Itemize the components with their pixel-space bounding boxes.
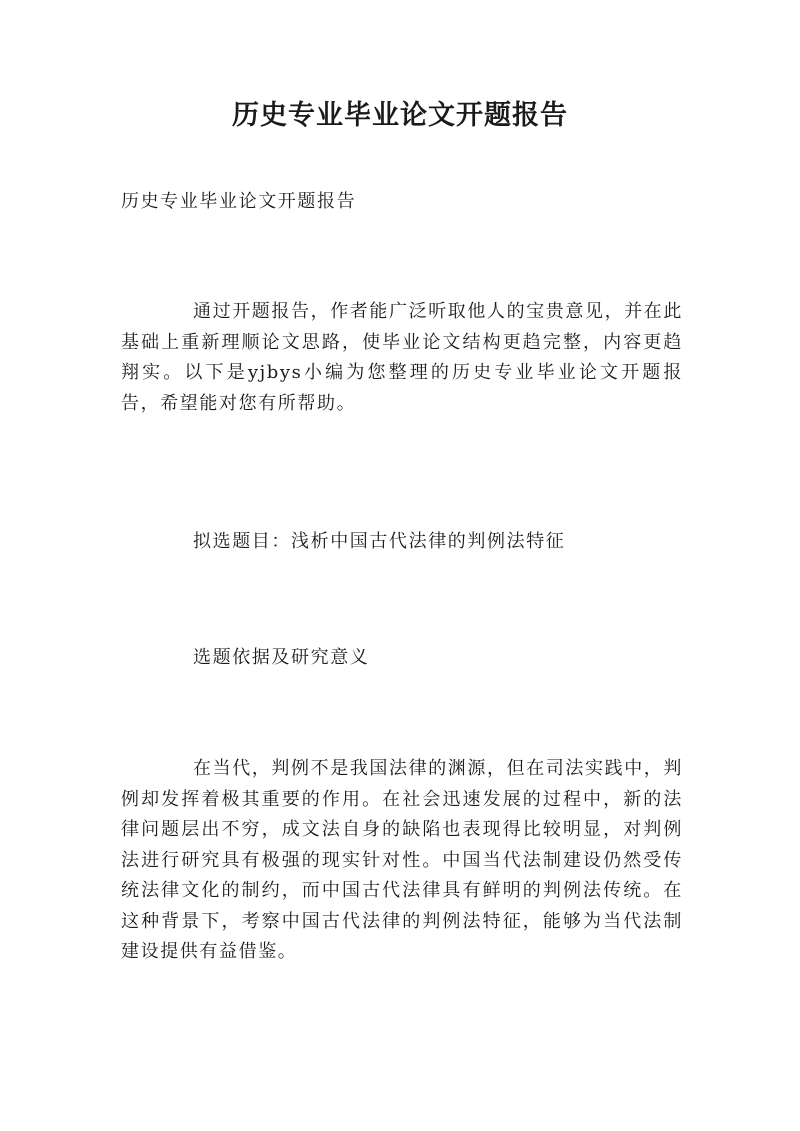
body-paragraph: 在当代，判例不是我国法律的渊源，但在司法实践中，判例却发挥着极其重要的作用。在社会迅速发展的过程中，新的法律问题层出不穷，成文法自身的缺陷也表现得比较明显，对判例法进行研究具有极强的现实针对性。中国当代法制建设仍然受传统法律文化的制约，而中国古代法律具有鲜明的判例法传统。在这种背景下，考察中国古代法律的判例法特征，能够为当代法制建设提供有益借鉴。 bbox=[121, 758, 683, 962]
intro-paragraph: 通过开题报告，作者能广泛听取他人的宝贵意见，并在此基础上重新理顺论文思路，使毕业论文结构更趋完整，内容更趋翔实。以下是yjbys小编为您整理的历史专业毕业论文开题报告，希望能对您有所帮助。 bbox=[121, 301, 683, 414]
topic-line: 拟选题目：浅析中国古代法律的判例法特征 bbox=[193, 531, 566, 552]
basis-heading: 选题依据及研究意义 bbox=[193, 647, 370, 668]
document-subtitle: 历史专业毕业论文开题报告 bbox=[121, 191, 357, 212]
document-title: 历史专业毕业论文开题报告 bbox=[232, 100, 568, 131]
